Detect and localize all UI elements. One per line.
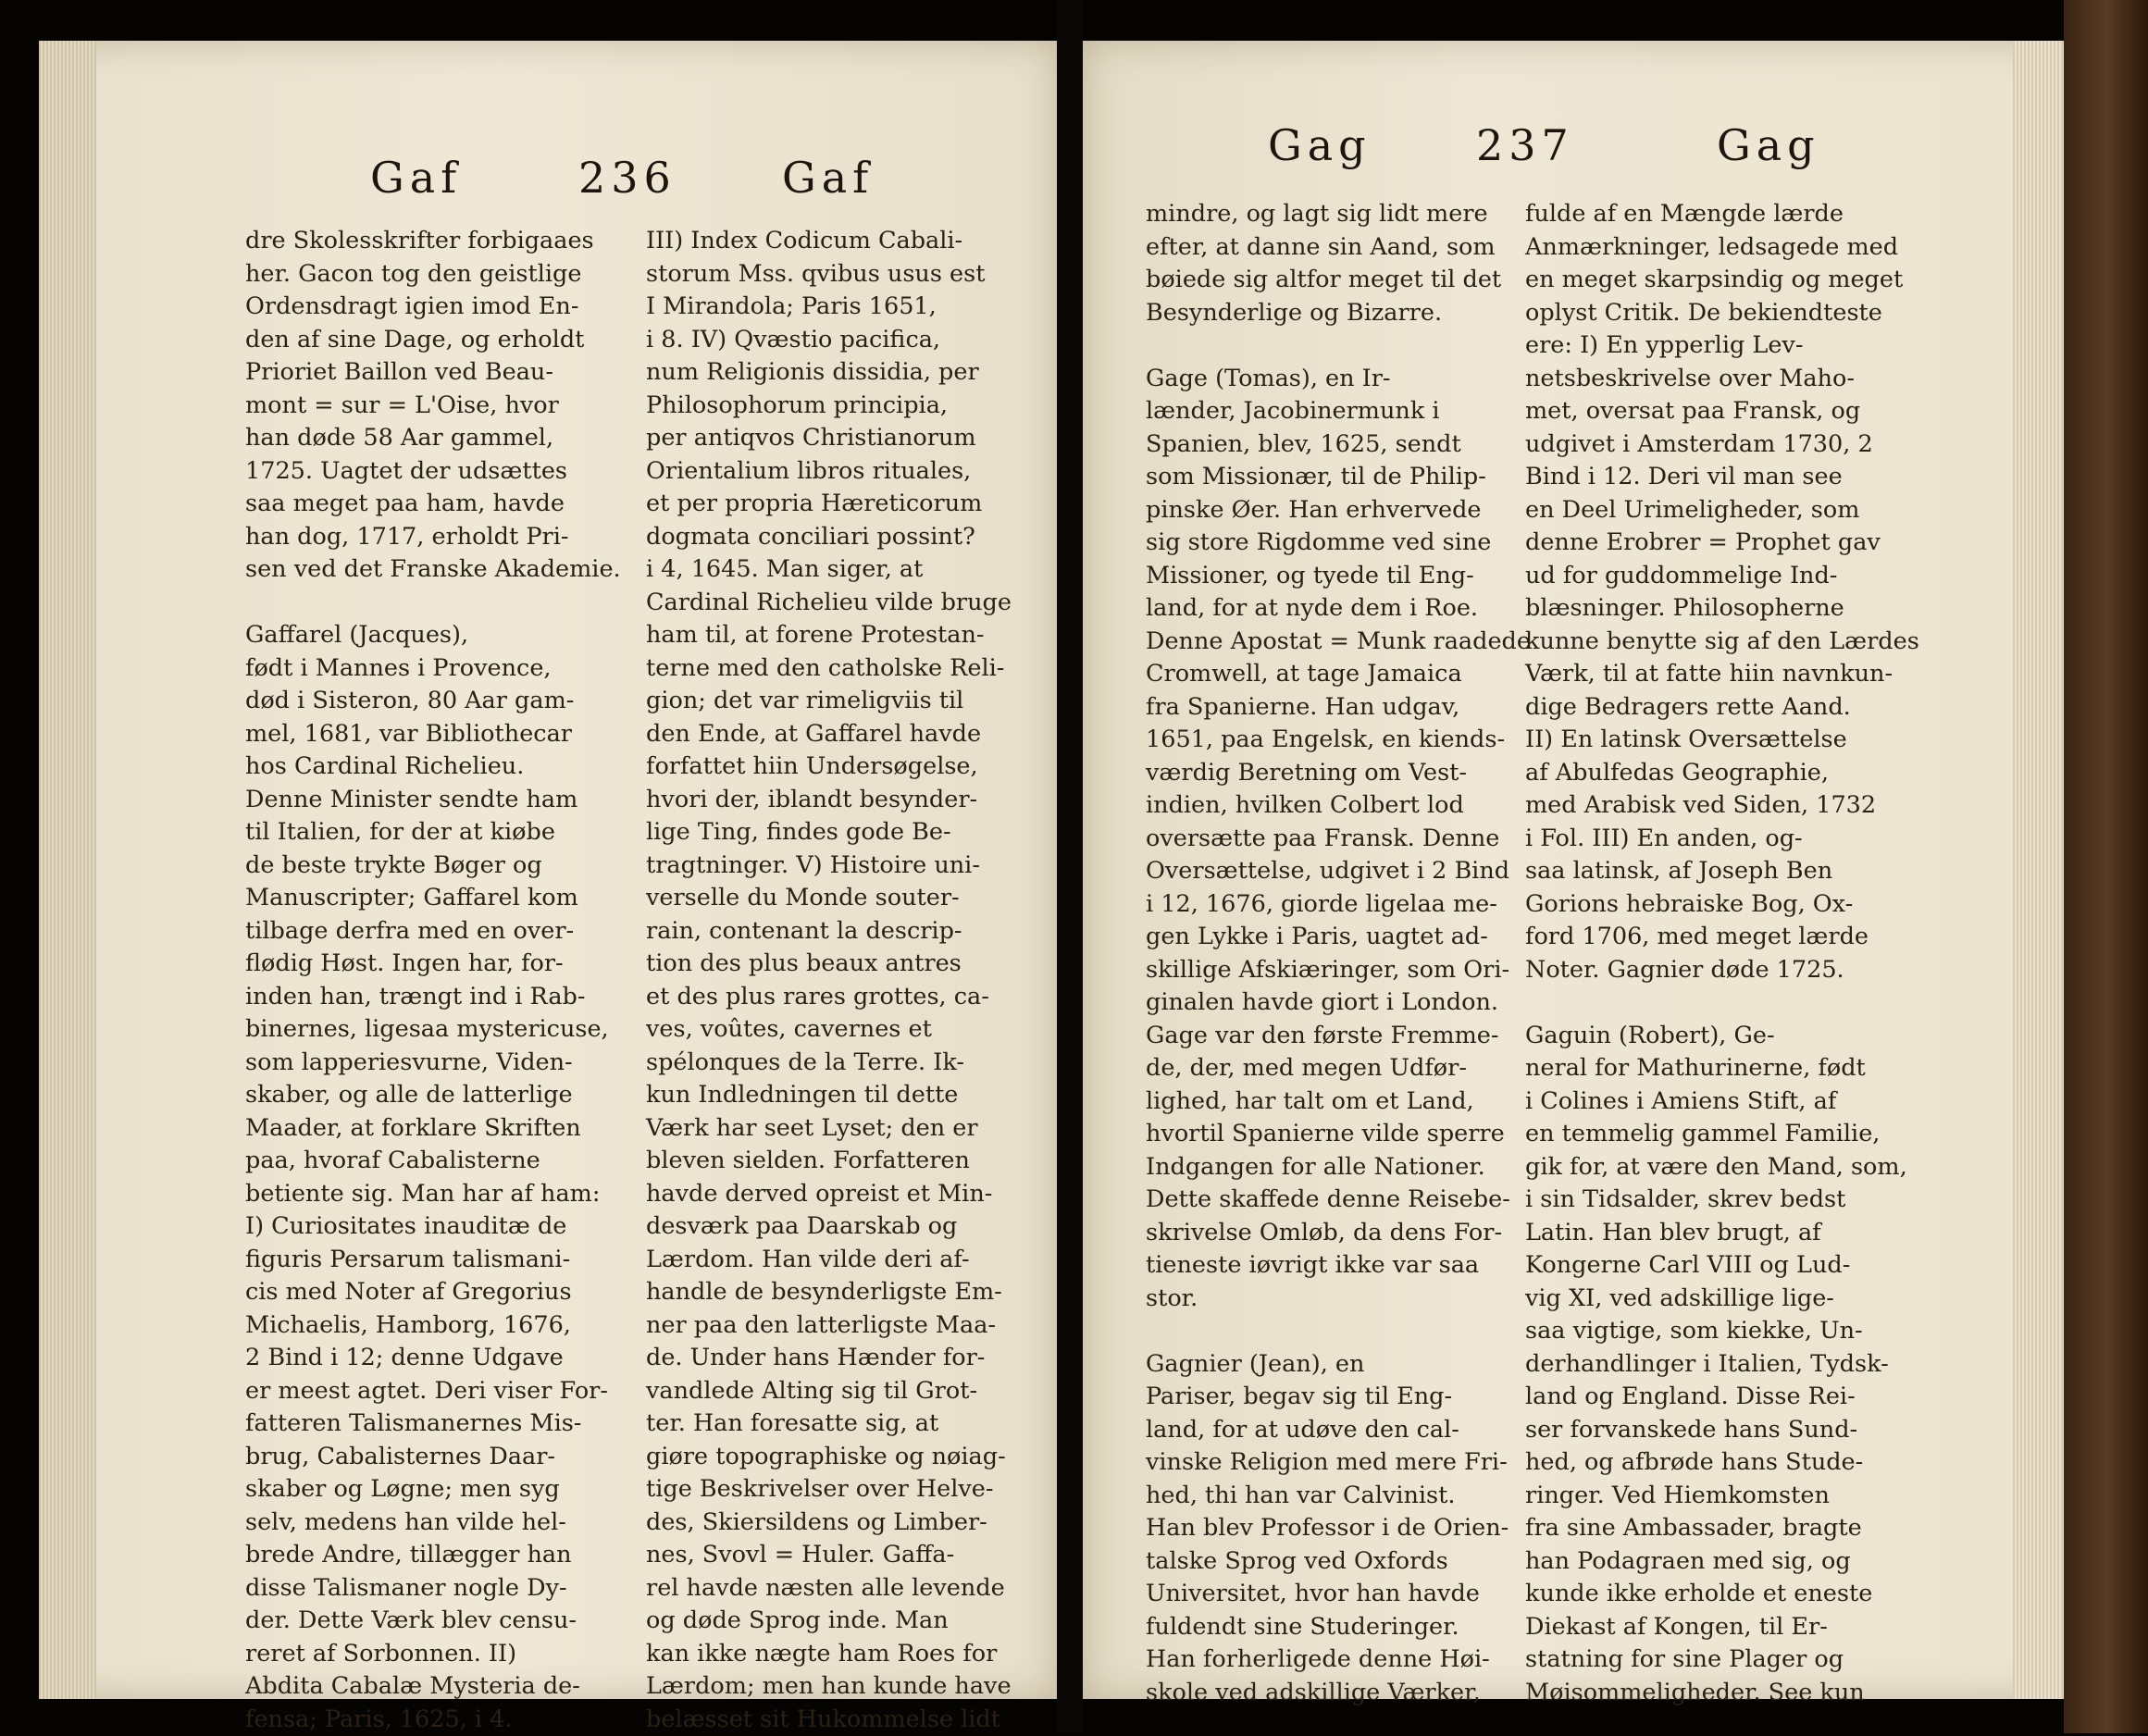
text-line: med Arabisk ved Siden, 1732: [1525, 789, 1919, 823]
text-line: [1146, 1315, 1531, 1348]
text-line: selv, medens han vilde hel-: [245, 1507, 621, 1540]
text-line: fulde af en Mængde lærde: [1525, 198, 1919, 231]
text-line: Cromwell, at tage Jamaica: [1146, 658, 1531, 691]
text-line: per antiqvos Christianorum: [646, 422, 1012, 455]
text-line: ham til, at forene Protestan-: [646, 619, 1012, 652]
text-line: Gage (Tomas), en Ir-: [1146, 363, 1531, 396]
text-line: de. Under hans Hænder for-: [646, 1342, 1012, 1375]
text-line: Latin. Han blev brugt, af: [1525, 1217, 1919, 1250]
text-line: vig XI, ved adskillige lige-: [1525, 1283, 1919, 1316]
left-page-column-1: [245, 225, 621, 1736]
text-line: hed, thi han var Calvinist.: [1146, 1480, 1531, 1513]
text-line: et per propria Hæreticorum: [646, 488, 1012, 521]
text-line: sen ved det Franske Akademie.: [245, 553, 621, 587]
text-line: des, Skiersildens og Limber-: [646, 1507, 1012, 1540]
text-line: Oversættelse, udgivet i 2 Bind: [1146, 855, 1531, 888]
text-line: sig store Rigdomme ved sine: [1146, 527, 1531, 560]
text-line: reret af Sorbonnen. II): [245, 1638, 621, 1671]
right-page-edges: [2013, 41, 2064, 1699]
text-line: gik for, at være den Mand, som,: [1525, 1151, 1919, 1184]
text-line: vandlede Alting sig til Grot-: [646, 1375, 1012, 1408]
text-line: dre Skolesskrifter forbigaaes: [245, 225, 621, 258]
text-line: belæsset sit Hukommelse lidt: [646, 1704, 1012, 1736]
text-line: der. Dette Værk blev censu-: [245, 1605, 621, 1638]
text-line: Besynderlige og Bizarre.: [1146, 297, 1531, 330]
text-line: havde derved opreist et Min-: [646, 1178, 1012, 1211]
text-line: num Religionis dissidia, per: [646, 356, 1012, 390]
book-cover-edge: [2064, 0, 2148, 1733]
text-line: i 4, 1645. Man siger, at: [646, 553, 1012, 587]
text-line: Diekast af Kongen, til Er-: [1525, 1611, 1919, 1644]
left-page-column-2: [646, 225, 1012, 1736]
text-line: fra sine Ambassader, bragte: [1525, 1512, 1919, 1545]
text-line: terne med den catholske Reli-: [646, 652, 1012, 686]
text-line: Møisommeligheder. See kun: [1525, 1677, 1919, 1710]
text-line: oversætte paa Fransk. Denne: [1146, 823, 1531, 856]
text-line: i 12, 1676, giorde ligelaa me-: [1146, 888, 1531, 922]
text-line: Han forherligede denne Høi-: [1146, 1643, 1531, 1677]
right-page-number: 237: [1476, 120, 1574, 170]
text-line: kunne benytte sig af den Lærdes: [1525, 626, 1919, 659]
text-line: indien, hvilken Colbert lod: [1146, 789, 1531, 823]
text-line: blæsninger. Philosopherne: [1525, 592, 1919, 626]
book-gutter: [1057, 0, 1083, 1733]
text-line: Noter. Gagnier døde 1725.: [1525, 954, 1919, 987]
text-line: skole ved adskillige Værker,: [1146, 1677, 1531, 1710]
text-line: født i Mannes i Provence,: [245, 652, 621, 686]
text-line: i Colines i Amiens Stift, af: [1525, 1085, 1919, 1119]
text-line: i sin Tidsalder, skrev bedst: [1525, 1184, 1919, 1217]
text-line: skaber, og alle de latterlige: [245, 1079, 621, 1112]
text-line: Værk, til at fatte hiin navnkun-: [1525, 658, 1919, 691]
text-line: ves, voûtes, cavernes et: [646, 1013, 1012, 1047]
right-header-left-word: Gag: [1268, 120, 1372, 170]
text-line: dogmata conciliari possint?: [646, 521, 1012, 554]
text-line: skillige Afskiæringer, som Ori-: [1146, 954, 1531, 987]
text-line: er meest agtet. Deri viser For-: [245, 1375, 621, 1408]
text-line: land, for at nyde dem i Roe.: [1146, 592, 1531, 626]
text-line: I Mirandola; Paris 1651,: [646, 291, 1012, 324]
text-line: III) Index Codicum Cabali-: [646, 225, 1012, 258]
text-line: saa vigtige, som kiekke, Un-: [1525, 1315, 1919, 1348]
text-line: de beste trykte Bøger og: [245, 849, 621, 883]
left-page-number: 236: [578, 153, 677, 203]
text-line: Indgangen for alle Nationer.: [1146, 1151, 1531, 1184]
text-line: flødig Høst. Ingen har, for-: [245, 948, 621, 981]
text-line: Gaffarel (Jacques),: [245, 619, 621, 652]
text-line: ud for guddommelige Ind-: [1525, 560, 1919, 593]
text-line: denne Erobrer = Prophet gav: [1525, 527, 1919, 560]
text-line: verselle du Monde souter-: [646, 882, 1012, 915]
text-line: nes, Svovl = Huler. Gaffa-: [646, 1539, 1012, 1572]
text-line: udgivet i Amsterdam 1730, 2: [1525, 428, 1919, 462]
text-line: hed, og afbrøde hans Stude-: [1525, 1446, 1919, 1480]
text-line: Dette skaffede denne Reisebe-: [1146, 1184, 1531, 1217]
text-line: værdig Beretning om Vest-: [1146, 757, 1531, 790]
text-line: Spanien, blev, 1625, sendt: [1146, 428, 1531, 462]
text-line: neral for Mathurinerne, født: [1525, 1052, 1919, 1085]
text-line: [1146, 329, 1531, 363]
text-line: vinske Religion med mere Fri-: [1146, 1446, 1531, 1480]
text-line: Denne Minister sendte ham: [245, 784, 621, 817]
text-line: et des plus rares grottes, ca-: [646, 981, 1012, 1014]
left-page-edges: [39, 41, 96, 1699]
text-line: 1651, paa Engelsk, en kiends-: [1146, 724, 1531, 757]
text-line: gion; det var rimeligviis til: [646, 685, 1012, 718]
text-line: død i Sisteron, 80 Aar gam-: [245, 685, 621, 718]
text-line: de, der, med megen Udfør-: [1146, 1052, 1531, 1085]
text-line: Lærdom; men han kunde have: [646, 1670, 1012, 1704]
text-line: ringer. Ved Hiemkomsten: [1525, 1480, 1919, 1513]
text-line: bøiede sig altfor meget til det: [1146, 264, 1531, 297]
text-line: fuldendt sine Studeringer.: [1146, 1611, 1531, 1644]
text-line: lighed, har talt om et Land,: [1146, 1085, 1531, 1119]
text-line: hvortil Spanierne vilde sperre: [1146, 1118, 1531, 1151]
text-line: Michaelis, Hamborg, 1676,: [245, 1309, 621, 1343]
text-line: tragtninger. V) Histoire uni-: [646, 849, 1012, 883]
text-line: Universitet, hvor han havde: [1146, 1578, 1531, 1611]
text-line: Philosophorum principia,: [646, 390, 1012, 423]
text-line: bleven sielden. Forfatteren: [646, 1145, 1012, 1178]
text-line: hvori der, iblandt besynder-: [646, 784, 1012, 817]
text-line: Han blev Professor i de Orien-: [1146, 1512, 1531, 1545]
text-line: efter, at danne sin Aand, som: [1146, 231, 1531, 265]
text-line: her. Gacon tog den geistlige: [245, 258, 621, 291]
text-line: [1525, 986, 1919, 1020]
text-line: Cardinal Richelieu vilde bruge: [646, 587, 1012, 620]
text-line: den Ende, at Gaffarel havde: [646, 718, 1012, 751]
text-line: Gagnier (Jean), en: [1146, 1348, 1531, 1382]
text-line: en meget skarpsindig og meget: [1525, 264, 1919, 297]
text-line: brug, Cabalisternes Daar-: [245, 1441, 621, 1474]
text-line: til Italien, for der at kiøbe: [245, 816, 621, 849]
text-line: storum Mss. qvibus usus est: [646, 258, 1012, 291]
text-line: af Abulfedas Geographie,: [1525, 757, 1919, 790]
text-line: inden han, trængt ind i Rab-: [245, 981, 621, 1014]
text-line: som Missionær, til de Philip-: [1146, 461, 1531, 494]
text-line: den af sine Dage, og erholdt: [245, 324, 621, 357]
text-line: lige Ting, findes gode Be-: [646, 816, 1012, 849]
text-line: Gorions hebraiske Bog, Ox-: [1525, 888, 1919, 922]
text-line: og døde Sprog inde. Man: [646, 1605, 1012, 1638]
right-page-column-1: [1146, 198, 1531, 1709]
text-line: hos Cardinal Richelieu.: [245, 750, 621, 784]
text-line: kunde ikke erholde et eneste: [1525, 1578, 1919, 1611]
text-line: 2 Bind i 12; denne Udgave: [245, 1342, 621, 1375]
text-line: fra Spanierne. Han udgav,: [1146, 691, 1531, 725]
text-line: Manuscripter; Gaffarel kom: [245, 882, 621, 915]
text-line: Orientalium libros rituales,: [646, 455, 1012, 489]
text-line: fensa; Paris, 1625, i 4.: [245, 1704, 621, 1736]
text-line: saa latinsk, af Joseph Ben: [1525, 855, 1919, 888]
right-page-column-2: [1525, 198, 1919, 1709]
text-line: Lærdom. Han vilde deri af-: [646, 1244, 1012, 1277]
text-line: tion des plus beaux antres: [646, 948, 1012, 981]
text-line: Denne Apostat = Munk raadede: [1146, 626, 1531, 659]
text-line: [245, 587, 621, 620]
text-line: Prioriet Baillon ved Beau-: [245, 356, 621, 390]
text-line: ner paa den latterligste Maa-: [646, 1309, 1012, 1343]
left-header-left-word: Gaf: [370, 153, 462, 203]
text-line: Bind i 12. Deri vil man see: [1525, 461, 1919, 494]
text-line: ser forvanskede hans Sund-: [1525, 1414, 1919, 1447]
text-line: Abdita Cabalæ Mysteria de-: [245, 1670, 621, 1704]
text-line: gen Lykke i Paris, uagtet ad-: [1146, 921, 1531, 954]
text-line: ginalen havde giort i London.: [1146, 986, 1531, 1020]
left-header-right-word: Gaf: [782, 153, 874, 203]
text-line: paa, hvoraf Cabalisterne: [245, 1145, 621, 1178]
text-line: Kongerne Carl VIII og Lud-: [1525, 1249, 1919, 1283]
text-line: handle de besynderligste Em-: [646, 1276, 1012, 1309]
text-line: mindre, og lagt sig lidt mere: [1146, 198, 1531, 231]
text-line: cis med Noter af Gregorius: [245, 1276, 621, 1309]
text-line: tige Beskrivelser over Helve-: [646, 1473, 1012, 1507]
text-line: han Podagraen med sig, og: [1525, 1545, 1919, 1579]
text-line: skaber og Løgne; men syg: [245, 1473, 621, 1507]
text-line: i Fol. III) En anden, og-: [1525, 823, 1919, 856]
text-line: 1725. Uagtet der udsættes: [245, 455, 621, 489]
text-line: ter. Han foresatte sig, at: [646, 1407, 1012, 1441]
text-line: land og England. Disse Rei-: [1525, 1381, 1919, 1414]
text-line: Anmærkninger, ledsagede med: [1525, 231, 1919, 265]
text-line: betiente sig. Man har af ham:: [245, 1178, 621, 1211]
text-line: mel, 1681, var Bibliothecar: [245, 718, 621, 751]
text-line: spélonques de la Terre. Ik-: [646, 1047, 1012, 1080]
text-line: land, for at udøve den cal-: [1146, 1414, 1531, 1447]
text-line: I) Curiositates inauditæ de: [245, 1210, 621, 1244]
text-line: skrivelse Omløb, da dens For-: [1146, 1217, 1531, 1250]
text-line: forfattet hiin Undersøgelse,: [646, 750, 1012, 784]
text-line: Pariser, begav sig til Eng-: [1146, 1381, 1531, 1414]
text-line: netsbeskrivelse over Maho-: [1525, 363, 1919, 396]
right-header-right-word: Gag: [1717, 120, 1820, 170]
text-line: Maader, at forklare Skriften: [245, 1112, 621, 1146]
text-line: giøre topographiske og nøiag-: [646, 1441, 1012, 1474]
text-line: derhandlinger i Italien, Tydsk-: [1525, 1348, 1919, 1382]
text-line: i 8. IV) Qvæstio pacifica,: [646, 324, 1012, 357]
text-line: Værk har seet Lyset; den er: [646, 1112, 1012, 1146]
text-line: binernes, ligesaa mystericuse,: [245, 1013, 621, 1047]
text-line: lænder, Jacobinermunk i: [1146, 395, 1531, 428]
text-line: en temmelig gammel Familie,: [1525, 1118, 1919, 1151]
text-line: Gage var den første Fremme-: [1146, 1020, 1531, 1053]
text-line: Ordensdragt igien imod En-: [245, 291, 621, 324]
text-line: stor.: [1146, 1283, 1531, 1316]
text-line: rel havde næsten alle levende: [646, 1572, 1012, 1606]
text-line: fatteren Talismanernes Mis-: [245, 1407, 621, 1441]
text-line: kan ikke nægte ham Roes for: [646, 1638, 1012, 1671]
text-line: II) En latinsk Oversættelse: [1525, 724, 1919, 757]
text-line: talske Sprog ved Oxfords: [1146, 1545, 1531, 1579]
text-line: met, oversat paa Fransk, og: [1525, 395, 1919, 428]
text-line: dige Bedragers rette Aand.: [1525, 691, 1919, 725]
text-line: en Deel Urimeligheder, som: [1525, 494, 1919, 527]
text-line: han døde 58 Aar gammel,: [245, 422, 621, 455]
text-line: figuris Persarum talismani-: [245, 1244, 621, 1277]
text-line: brede Andre, tillægger han: [245, 1539, 621, 1572]
text-line: oplyst Critik. De bekiendteste: [1525, 297, 1919, 330]
text-line: tieneste iøvrigt ikke var saa: [1146, 1249, 1531, 1283]
text-line: som lapperiesvurne, Viden-: [245, 1047, 621, 1080]
text-line: desværk paa Daarskab og: [646, 1210, 1012, 1244]
text-line: pinske Øer. Han erhvervede: [1146, 494, 1531, 527]
text-line: mont = sur = L'Oise, hvor: [245, 390, 621, 423]
text-line: rain, contenant la descrip-: [646, 915, 1012, 949]
text-line: saa meget paa ham, havde: [245, 488, 621, 521]
text-line: han dog, 1717, erholdt Pri-: [245, 521, 621, 554]
text-line: disse Talismaner nogle Dy-: [245, 1572, 621, 1606]
text-line: ford 1706, med meget lærde: [1525, 921, 1919, 954]
text-line: tilbage derfra med en over-: [245, 915, 621, 949]
text-line: Missioner, og tyede til Eng-: [1146, 560, 1531, 593]
text-line: statning for sine Plager og: [1525, 1643, 1919, 1677]
text-line: Gaguin (Robert), Ge-: [1525, 1020, 1919, 1053]
text-line: ere: I) En ypperlig Lev-: [1525, 329, 1919, 363]
text-line: kun Indledningen til dette: [646, 1079, 1012, 1112]
